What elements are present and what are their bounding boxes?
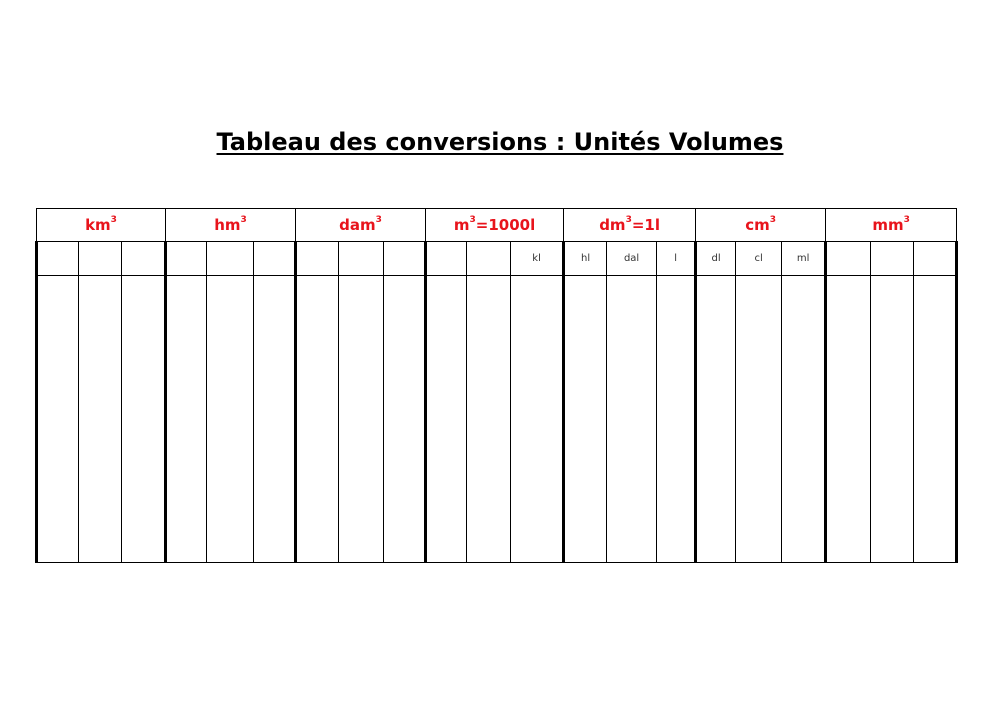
- entry-cell[interactable]: [511, 275, 564, 562]
- entry-cell[interactable]: [914, 275, 957, 562]
- sub-cell: [166, 242, 207, 275]
- entry-cell[interactable]: [79, 275, 122, 562]
- unit-m3: $m^3=1000l$: [426, 209, 564, 242]
- sub-cell-cl: cl: [736, 242, 782, 275]
- entry-cell[interactable]: [467, 275, 511, 562]
- sub-cell: [871, 242, 914, 275]
- sub-cell: [826, 242, 871, 275]
- sub-cell: [384, 242, 426, 275]
- conversion-table: [35, 208, 958, 563]
- entry-cell[interactable]: [339, 275, 384, 562]
- unit-mm3: $mm^3$: [826, 209, 957, 242]
- entry-cell[interactable]: [657, 275, 696, 562]
- sub-cell-ml: ml: [782, 242, 826, 275]
- unit-hm3: $hm^3$: [166, 209, 296, 242]
- page-title: Tableau des conversions : Unités Volumes: [216, 128, 784, 156]
- entry-cell[interactable]: [426, 275, 467, 562]
- sub-cell: [914, 242, 957, 275]
- sub-cell: [254, 242, 296, 275]
- entry-cell[interactable]: [296, 275, 339, 562]
- unit-dam3: dam$^3$: [296, 209, 426, 242]
- sub-cell: [296, 242, 339, 275]
- sub-cell: [207, 242, 254, 275]
- entry-row: [37, 275, 957, 562]
- sub-cell: [122, 242, 166, 275]
- entry-cell[interactable]: [37, 275, 79, 562]
- sub-cell: [339, 242, 384, 275]
- sub-cell: [37, 242, 79, 275]
- entry-cell[interactable]: [736, 275, 782, 562]
- sub-cell-dl: dl: [696, 242, 736, 275]
- sub-unit-row: [37, 242, 957, 275]
- sub-cell-kl: kl: [511, 242, 564, 275]
- entry-cell[interactable]: [696, 275, 736, 562]
- sub-cell: [79, 242, 122, 275]
- sub-cell-l: l: [657, 242, 696, 275]
- entry-cell[interactable]: [564, 275, 607, 562]
- entry-cell[interactable]: [782, 275, 826, 562]
- entry-cell[interactable]: [207, 275, 254, 562]
- entry-cell[interactable]: [607, 275, 657, 562]
- entry-cell[interactable]: [826, 275, 871, 562]
- unit-km3: $km^3$: [37, 209, 166, 242]
- sub-cell-hl: hl: [564, 242, 607, 275]
- entry-cell[interactable]: [122, 275, 166, 562]
- sub-cell: [467, 242, 511, 275]
- unit-dm3: $dm^3=1l$: [564, 209, 696, 242]
- entry-cell[interactable]: [166, 275, 207, 562]
- sub-cell-dal: dal: [607, 242, 657, 275]
- sub-cell: [426, 242, 467, 275]
- entry-cell[interactable]: [871, 275, 914, 562]
- entry-cell[interactable]: [254, 275, 296, 562]
- unit-cm3: $cm^3$: [696, 209, 826, 242]
- entry-cell[interactable]: [384, 275, 426, 562]
- unit-header-row: [37, 209, 957, 242]
